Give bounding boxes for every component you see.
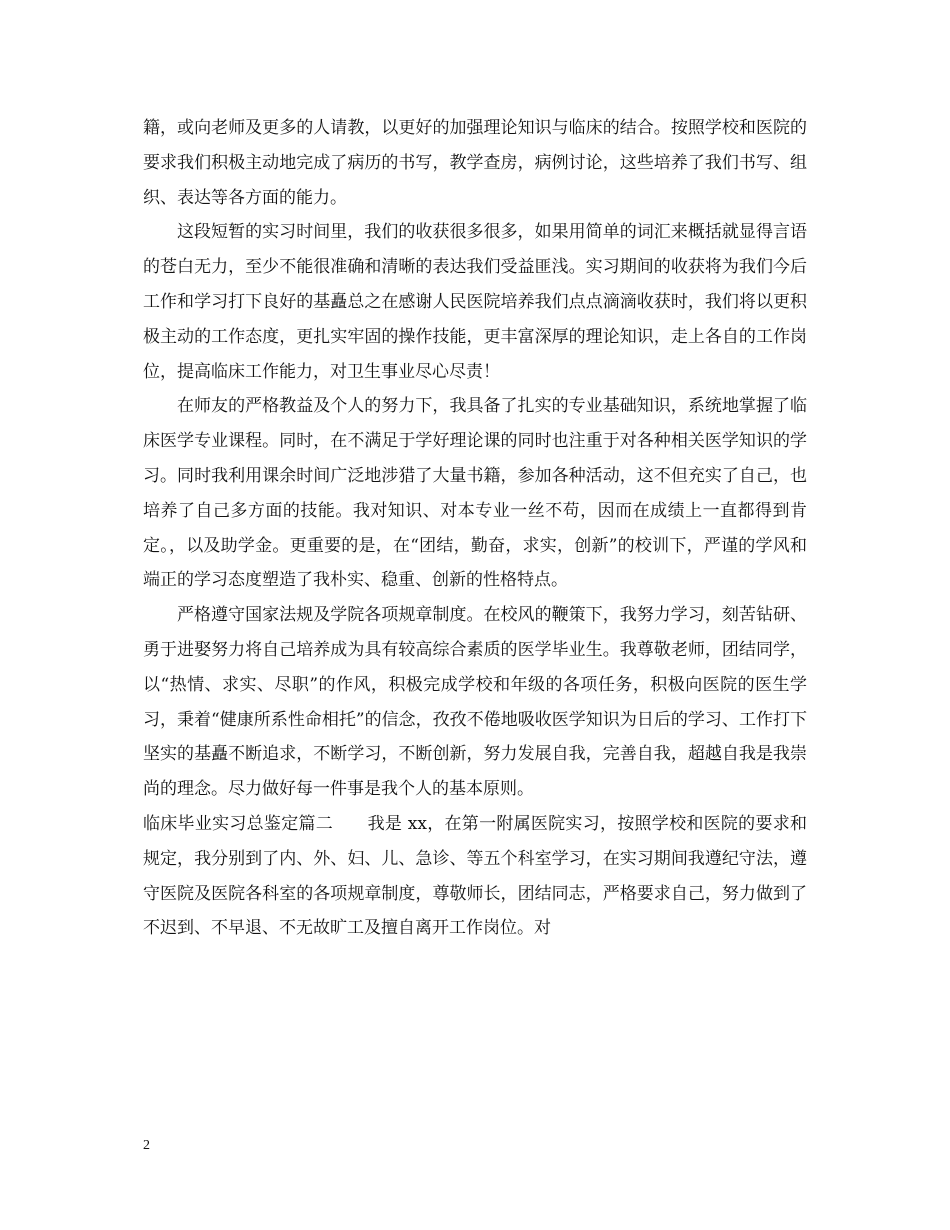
paragraph-discipline: 严格遵守国家法规及学院各项规章制度。在校风的鞭策下，我努力学习，刻苦钻研、勇于进娶努力将自己培养成为具有较高综合素质的医学毕业生。我尊敬老师，团结同学，以“热情、求实、尽职”的作风，积极完成学校和年级的各项任务，积极向医院的医生学习，秉着“健康所系性命相托”的信念，孜孜不倦地吸收医学知识为日后的学习、工作打下坚实的基矗不断追求，不断学习，不断创新，努力发展自我，完善自我，超越自我是我崇尚的理念。尽力做好每一件事是我个人的基本原则。	[143, 605, 807, 800]
paragraph-study: 在师友的严格教益及个人的努力下，我具备了扎实的专业基础知识，系统地掌握了临床医学专业课程。同时，在不满足于学好理论课的同时也注重于对各种相关医学知识的学习。同时我利用课余时间广泛地涉猎了大量书籍，参加各种活动，这不但充实了自己，也培养了自己多方面的技能。我对知识、对本专业一丝不苟，因而在成绩上一直都得到肯定。，以及助学金。更重要的是，在“团结，勤奋，求实，创新”的校训下，严谨的学风和端正的学习态度塑造了我朴实、稳重、创新的性格特点。	[143, 396, 807, 591]
document-body	[143, 111, 807, 946]
paragraph-continuation: 籍，或向老师及更多的人请教，以更好的加强理论知识与临床的结合。按照学校和医院的要求我们积极主动地完成了病历的书写，教学查房，病例讨论，这些培养了我们书写、组织、表达等各方面的能力。	[143, 118, 807, 208]
paragraph-harvest: 这段短暂的实习时间里，我们的收获很多很多，如果用简单的词汇来概括就显得言语的苍白无力，至少不能很准确和清晰的表达我们受益匪浅。实习期间的收获将为我们今后工作和学习打下良好的基矗总之在感谢人民医院培养我们点点滴滴收获时，我们将以更积极主动的工作态度，更扎实牢固的操作技能，更丰富深厚的理论知识，走上各自的工作岗位，提高临床工作能力，对卫生事业尽心尽责！	[143, 222, 807, 382]
paragraph-section-two: 临床毕业实习总鉴定篇二 我是 xx，在第一附属医院实习，按照学校和医院的要求和规定，我分别到了内、外、妇、儿、急诊、等五个科室学习，在实习期间我遵纪守法，遵守医院及医院各科室的各项规章制度，尊敬师长，团结同志，严格要求自己，努力做到了不迟到、不早退、不无故旷工及擅自离开工作岗位。对	[143, 813, 807, 939]
page-number: 2	[143, 1138, 150, 1153]
